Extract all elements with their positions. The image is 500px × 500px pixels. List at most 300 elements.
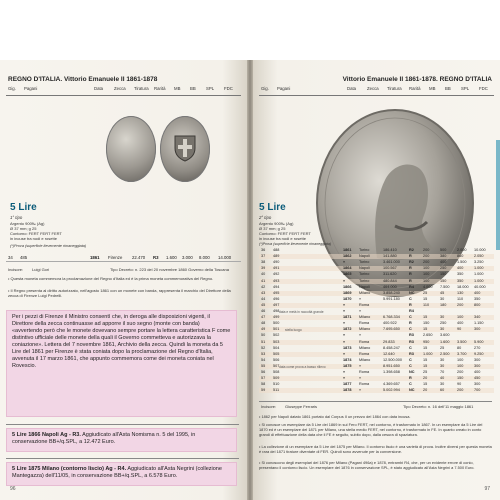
cell-gig: 57 [261,376,266,381]
type-label: 1° tipo [10,215,23,220]
denomination-title: 5 Lire [259,202,286,213]
cell-rarity: R [409,254,412,259]
cell-mb: 200 [423,248,430,252]
cell-fdc: 1.000 [474,266,484,271]
cell-date: » [343,351,346,356]
cell-pagani: 500 [273,321,280,326]
cell-spl: 200 [457,302,464,307]
cell-bb: 30 [440,382,445,387]
footnote-1: • 1862 per Napoli datato 1861 portato dal Corpus II un prezzo del 1864 con data incusa. [259,414,411,419]
cell-mint: Roma [359,351,370,356]
cell-spl: 1.500 [457,260,467,265]
proof-note: (*)Prova (superficie lievemente rimaneggiata) [10,244,87,248]
cell-bb: 60 [440,388,445,393]
cell-mb: 150 [423,321,430,326]
thumb-index-tab [496,140,500,250]
cell-fdc: 800 [474,302,481,307]
cell-rarity: R2 [409,248,414,252]
cell-pagani: 511 [273,388,280,393]
cell-date: 1877 [343,382,352,387]
cell-spl: 350 [457,278,464,283]
cell-mintage: 480.844 [383,278,397,283]
cell-fdc: 300 [474,327,481,332]
cell-mint: » [359,296,362,301]
bullet-note-1: • Questa moneta commemora la proclamazione del Regno d'Italia ed è la prima moneta commemorativa del Regno. [8,276,214,281]
cell-mb: 15 [423,315,428,320]
cell-spl: 860 [457,254,464,259]
cell-mint: Firenze [108,255,123,260]
cell-date: 1862 [343,254,352,259]
margin-note-1: data e metà in raccoltà grande [279,310,324,314]
cell-mb: 950 [423,339,430,344]
cell-mb: 4.000 [423,284,433,289]
cell-date: 1874 [343,357,352,362]
cell-pagani: 501 [273,327,280,332]
auction-title-1: 5 Lire 1866 Napoli Ag - R3. [12,432,81,438]
cell-gig: 37 [261,254,266,259]
cell-pagani: 494 [273,284,280,289]
cell-pagani: 498 [273,309,280,313]
cell-spl: 90 [457,327,462,332]
cell-mb: 100 [423,266,430,271]
cell-bb: 30 [440,363,445,368]
cell-spl: 350 [457,272,464,277]
cell-gig: 48 [261,321,266,326]
cell-fdc: 40.000 [474,284,486,289]
cell-gig: 46 [261,309,266,313]
cell-mb: 15 [423,363,428,368]
cell-date: » [343,302,346,307]
table-row [259,279,494,284]
cell-fdc: 1.150 [474,321,484,326]
cell-mint: » [359,363,362,368]
cell-mb: 15 [423,357,428,362]
cell-mint: Roma [359,302,370,307]
right-running-head: Vittorio Emanuele II 1861-1878. REGNO D'ITALIA [342,76,492,83]
cell-gig: 36 [261,248,266,252]
cell-pagani: 489 [273,254,280,259]
cell-gig: 40 [261,272,266,277]
cell-rarity: C [409,296,412,301]
cell-mint: Torino [359,248,370,252]
cell-fdc: 3.250 [474,260,484,265]
cell-spl: 80 [457,345,462,350]
cell-mint: Torino [359,272,370,277]
cell-gig: 56 [261,370,266,374]
table-row [259,382,494,387]
right-page-number: 97 [484,486,490,492]
cell-gig: 50 [261,333,266,338]
cell-pagani: 503 [273,339,280,344]
cell-mb: 2.650 [423,333,433,338]
col-data: Data [347,86,357,91]
margin-note-3: data come prova a basso rilievo [279,365,326,369]
cell-mb: 15 [423,296,428,301]
cell-bb: 380 [440,254,447,259]
cell-mintage: 3.461.000 [383,260,400,265]
col-fdc: FDC [224,86,233,91]
cell-gig: 51 [261,339,266,344]
cell-fdc: 400 [474,370,481,374]
cell-pagani: 505 [273,351,280,356]
cell-mintage: 8.951.650 [383,363,400,368]
cell-mintage: 5.991.180 [383,296,400,301]
cell-bb: 150 [440,272,447,277]
cell-date: 1866 [343,284,352,289]
cell-rarity: C [409,345,412,350]
cell-mint: Milano [359,290,371,295]
cell-mint: Roma [359,321,370,326]
table-row [259,333,494,338]
cell-spl: 3.700 [457,351,467,356]
auction-box-1866-napoli [6,428,237,452]
left-column-header [6,85,241,96]
cell-gig: 39 [261,266,266,271]
cell-rarity: R4 [409,309,414,313]
cell-fdc: 700 [474,388,481,393]
cell-bb: 400 [440,260,447,265]
cell-mintage: 186.410 [383,248,397,252]
cell-spl: 130 [457,290,464,295]
table-row [259,297,494,302]
cell-spl: 200 [457,370,464,374]
cell-bb: 30 [440,327,445,332]
cell-spl: 100 [457,363,464,368]
cell-pagani: 499 [273,315,280,320]
cell-rarity: C [409,382,412,387]
cell-fdc: 450 [474,376,481,381]
cell-spl: 3.500 [457,339,467,344]
cell-gig: 38 [261,260,266,265]
cell-rarity: C [409,315,412,320]
col-zecca: Zecca [114,86,126,91]
cell-date: » [343,260,346,265]
cell-rarity: NC [409,370,415,374]
auction-text-1: Aggiudicato all'Asta Nomisma n. 5 del 1995, in conservazione BB+/q.SPL, a 12.472 Euro. [12,432,196,445]
cell-pagani: 510 [273,382,280,387]
col-bb: BB [445,86,451,91]
table-row [259,266,494,271]
table-row [259,285,494,290]
cell-spl: 400 [457,321,464,326]
cell-bb: 30 [440,315,445,320]
col-mb: MB [174,86,181,91]
cell-fdc: 10.000 [474,248,486,252]
table-row [259,272,494,277]
cell-pagani: 504 [273,345,280,350]
cell-rarity: R [409,321,412,326]
cell-gig: 53 [261,351,266,356]
decree-note: Tipo Decreto: n. 16 dell'11 maggio 1861 [403,404,474,409]
right-column-header [259,85,494,96]
col-bb: BB [190,86,196,91]
cell-bb: 7.500 [440,284,450,289]
col-zecca: Zecca [367,86,379,91]
cell-pagani: 493 [273,278,280,283]
cell-bb: 250 [440,266,447,271]
cell-rarity: R4 [409,284,414,289]
table-row [259,376,494,381]
cell-rarity: R [409,302,412,307]
type-label: 2° tipo [259,215,272,220]
table-row [259,321,494,326]
cell-rarity: R [409,266,412,271]
cell-date: » [343,376,346,381]
table-row [259,315,494,320]
table-row [259,370,494,375]
cell-gig: 42 [261,284,266,289]
cell-rarity: R [409,278,412,283]
spec-metal: Argento 900‰ (Ag) [259,221,294,226]
cell-mint: Roma [359,339,370,344]
table-row [259,303,494,308]
cell-spl: 2.000 [457,248,467,252]
cell-mb: 15 [423,382,428,387]
cell-mintage: 12.500.000 [383,357,403,362]
table-row [259,358,494,363]
bullet-note-2: • Il Regno presenta al diritto autorizzato, nell'agosto 1861 con un monete con banda, rappresenta il marchio del Direttore della zecca di Firenze Luigi Pedrelli. [8,288,231,298]
col-mb: MB [429,86,436,91]
cell-mintage: 100.567 [383,266,397,271]
cell-mintage: 400.922 [383,321,397,326]
cell-mintage: 5.002.994 [383,388,400,393]
left-page [0,60,247,500]
cell-fdc: 270 [474,345,481,350]
engraver-name: Giuseppe Ferraris [285,404,318,409]
left-running-head: REGNO D'ITALIA. Vittorio Emanuele II 1861-1878 [8,76,158,83]
cell-pagani: 488 [273,248,280,252]
col-gig: Gig. [8,86,16,91]
cell-rarity: R2 [409,260,414,265]
cell-gig: 58 [261,382,266,387]
cell-mint: Milano [359,345,371,350]
cell-gig: 43 [261,290,266,295]
cell-gig: 44 [261,296,266,301]
cell-mintage: 3.858.240 [383,290,400,295]
cell-pagani: 492 [273,272,280,277]
cell-spl: 18.000 [457,284,469,289]
cell-fdc: 300 [474,363,481,368]
cell-date: 1872 [343,327,352,332]
table-row [6,255,241,262]
cell-fdc: 2.050 [474,254,484,259]
cell-pagani: 509 [273,376,280,381]
cell-gig: 45 [261,302,266,307]
cell-fdc: 300 [474,357,481,362]
left-page-number: 96 [10,486,16,492]
cell-bb: 1.600 [440,339,450,344]
cell-bb: 3.600 [440,333,450,338]
cell-mint: Torino [359,278,370,283]
cell-mintage: 29.833 [383,339,395,344]
cell-fdc: 9.250 [474,351,484,356]
cell-spl: 400 [457,266,464,271]
cell-mint: Napoli [359,254,370,259]
cell-mint: » [359,333,362,338]
cell-spl: 100 [457,315,464,320]
cell-bb: 40 [440,376,445,381]
cell-mb: 200 [423,260,430,265]
cell-bb: 45 [440,290,445,295]
cell-rarity: R3 [409,339,414,344]
cell-mb: 200 [423,254,430,259]
cell-pagani: 506 [273,357,280,362]
denomination-title: 5 Lire [10,202,37,213]
cell-rarity: R3 [409,333,414,338]
col-tiratura: Tiratura [134,86,149,91]
col-fdc: FDC [479,86,488,91]
cell-bb: 30 [440,296,445,301]
cell-mintage: 22.470 [132,255,146,260]
col-pagani: Pagani [277,86,291,91]
cell-rarity: NC [409,388,415,393]
cell-spl: 150 [457,376,464,381]
engraver-label: Incisore: [8,267,24,272]
cell-fdc: 300 [474,382,481,387]
cell-gig: 54 [261,357,266,362]
cell-gig: 59 [261,388,266,393]
cell-bb: 500 [440,248,447,252]
cell-pagani: 495 [273,290,280,295]
cell-bb: 30 [440,357,445,362]
auction-title-2: 5 Lire 1875 Milano (contorno liscio) Ag - R4. [12,466,127,472]
decree-note: Tipo Decreto: n. 223 del 20 novembre 1860 Governo della Toscana [110,267,229,272]
cell-date: 1871 [343,315,352,320]
cell-mintage: 464.000 [383,284,397,289]
cell-mb: 100 [423,272,430,277]
spec-edge-detail: in incuse tra nodi e rosette [10,236,57,241]
table-row [259,260,494,265]
cell-date: » [343,278,346,283]
cell-mint: » [359,309,362,313]
cell-date: 1861 [343,248,352,252]
cell-bb: 2.500 [440,351,450,356]
cell-spl: 100 [457,357,464,362]
cell-mintage: 8.458.247 [383,345,400,350]
cell-pagani: 497 [273,302,280,307]
cell-date: 1873 [343,345,352,350]
cell-date: » [343,333,346,338]
coin-specs [259,221,311,241]
cell-mb: 110 [423,302,430,307]
cell-mintage: 7.695.650 [383,327,400,332]
col-spl: SPL [461,86,470,91]
cell-mb: 1.600 [166,255,177,260]
table-row [259,340,494,345]
cell-fdc: 5.900 [474,339,484,344]
divider [6,424,239,425]
engraver-name: Luigi Gori [32,267,50,272]
right-page [253,60,500,500]
margin-note-2: stella luogo [285,328,302,332]
footnote-2: • Si conosce un esemplare da 5 Lire del 1869 in sul Fero FERT, nel contorno, è trasformato in 1867. In un esemplare da 5 Lire del 1870 ed è un esemplare del 1871 per Milano, una stella medio FERT, nel contorno, è trasformato in FE. In quanto creato in conto grandi di effettuazione della data che il FE è seguito, subito dopo, dalla cesura di spaziatura. [259,422,483,437]
cell-date: 1870 [343,296,352,301]
cell-gig: 52 [261,345,266,350]
spec-edge: Contorno: FERT FERT FERT [259,231,311,236]
cell-date: » [343,339,346,344]
cell-mb: 100 [423,278,430,283]
col-spl: SPL [206,86,215,91]
cell-mintage: 141.880 [383,254,397,259]
cell-rarity: NC [409,290,415,295]
cell-gig: 34 [8,255,13,260]
cell-date: 1865 [343,272,352,277]
proof-note: (*)Prova (superficie lievemente rimaneggiata) [259,242,332,246]
cell-mb: 15 [423,345,428,350]
cell-mintage: 1.398.658 [383,370,400,374]
col-pagani: Pagani [24,86,38,91]
history-info-box [6,310,237,417]
table-row [259,254,494,259]
price-table [259,248,494,398]
cell-bb: 150 [440,278,447,283]
cell-gig: 41 [261,278,266,283]
cell-bb: 25 [440,345,445,350]
footnote-3: • La collezione di un esemplare da 5 Lire del 1875 per Milano. Il contorno liscio è una varietà di prova. Inoltre diversi per questa moneta è rara del 1871 tirature diventate di FER. Quindi sono avvenute per la conversione. [259,444,492,454]
cell-fdc: 14.000 [218,255,232,260]
cell-spl: 8.000 [199,255,210,260]
col-rarita: Rarità [154,86,166,91]
cell-date: » [343,309,346,313]
auction-text-2: Aggiudicato all'Asta Negrini (collezione Mantegazza) dell'11/05, in conservazione BB+/q.SPL, a 6.578 Euro. [12,466,222,479]
cell-mint: » [359,376,362,381]
cell-fdc: 400 [474,290,481,295]
cell-fdc: 1.000 [474,278,484,283]
table-row [259,346,494,351]
coin-obverse-image [106,116,156,182]
cell-rarity: C [409,357,412,362]
coin-reverse-image [160,116,210,182]
cell-bb: 180 [440,302,447,307]
cell-rarity: C [409,363,412,368]
cell-mb: 1.000 [423,351,433,356]
cell-pagani: 491 [273,266,280,271]
footnote-4: • Si conoscono degli esemplari del 1876 per Milano (Pagani 496a) e 1878, entrambi R4, che, per un evidente errore di conio, presentano il contorno liscio. Un esemplare del 1876 in conservazione SPL, è stato aggiudicato all'Asta Negrini a 7.500 Euro. [259,460,475,470]
cell-mint: Milano [359,357,371,362]
cell-mint: » [359,388,362,393]
spec-size: Ø 37 mm; g 25 [259,226,286,231]
cell-mintage: 311.620 [383,272,397,277]
cell-gig: 55 [261,363,266,368]
cell-pagani: 507 [273,363,280,368]
cell-mint: Milano [359,315,371,320]
cell-bb: 70 [440,370,445,374]
cell-mb: 20 [423,388,428,393]
cell-pagani: 496 [273,296,280,301]
col-data: Data [94,86,104,91]
cell-rarity: R [409,272,412,277]
spec-metal: Argento 900‰ (Ag) [10,221,45,226]
cell-date: » [343,370,346,374]
cell-date: » [343,321,346,326]
coin-specs [10,221,62,241]
cell-mb: 20 [423,376,428,381]
cell-fdc: 1.000 [474,272,484,277]
cell-spl: 200 [457,388,464,393]
cell-date: 1878 [343,388,352,393]
cell-gig: 49 [261,327,266,332]
table-row [259,388,494,393]
cell-mb: 25 [423,370,428,374]
cell-rarity: R3 [409,351,414,356]
cell-mintage: 12.640 [383,351,395,356]
table-row [259,248,494,253]
cell-mint: Roma [359,370,370,374]
cell-pagani: 502 [273,333,280,338]
cell-mint: Torino [359,260,370,265]
cell-mint: Milano [359,327,371,332]
cell-date: 1869 [343,290,352,295]
